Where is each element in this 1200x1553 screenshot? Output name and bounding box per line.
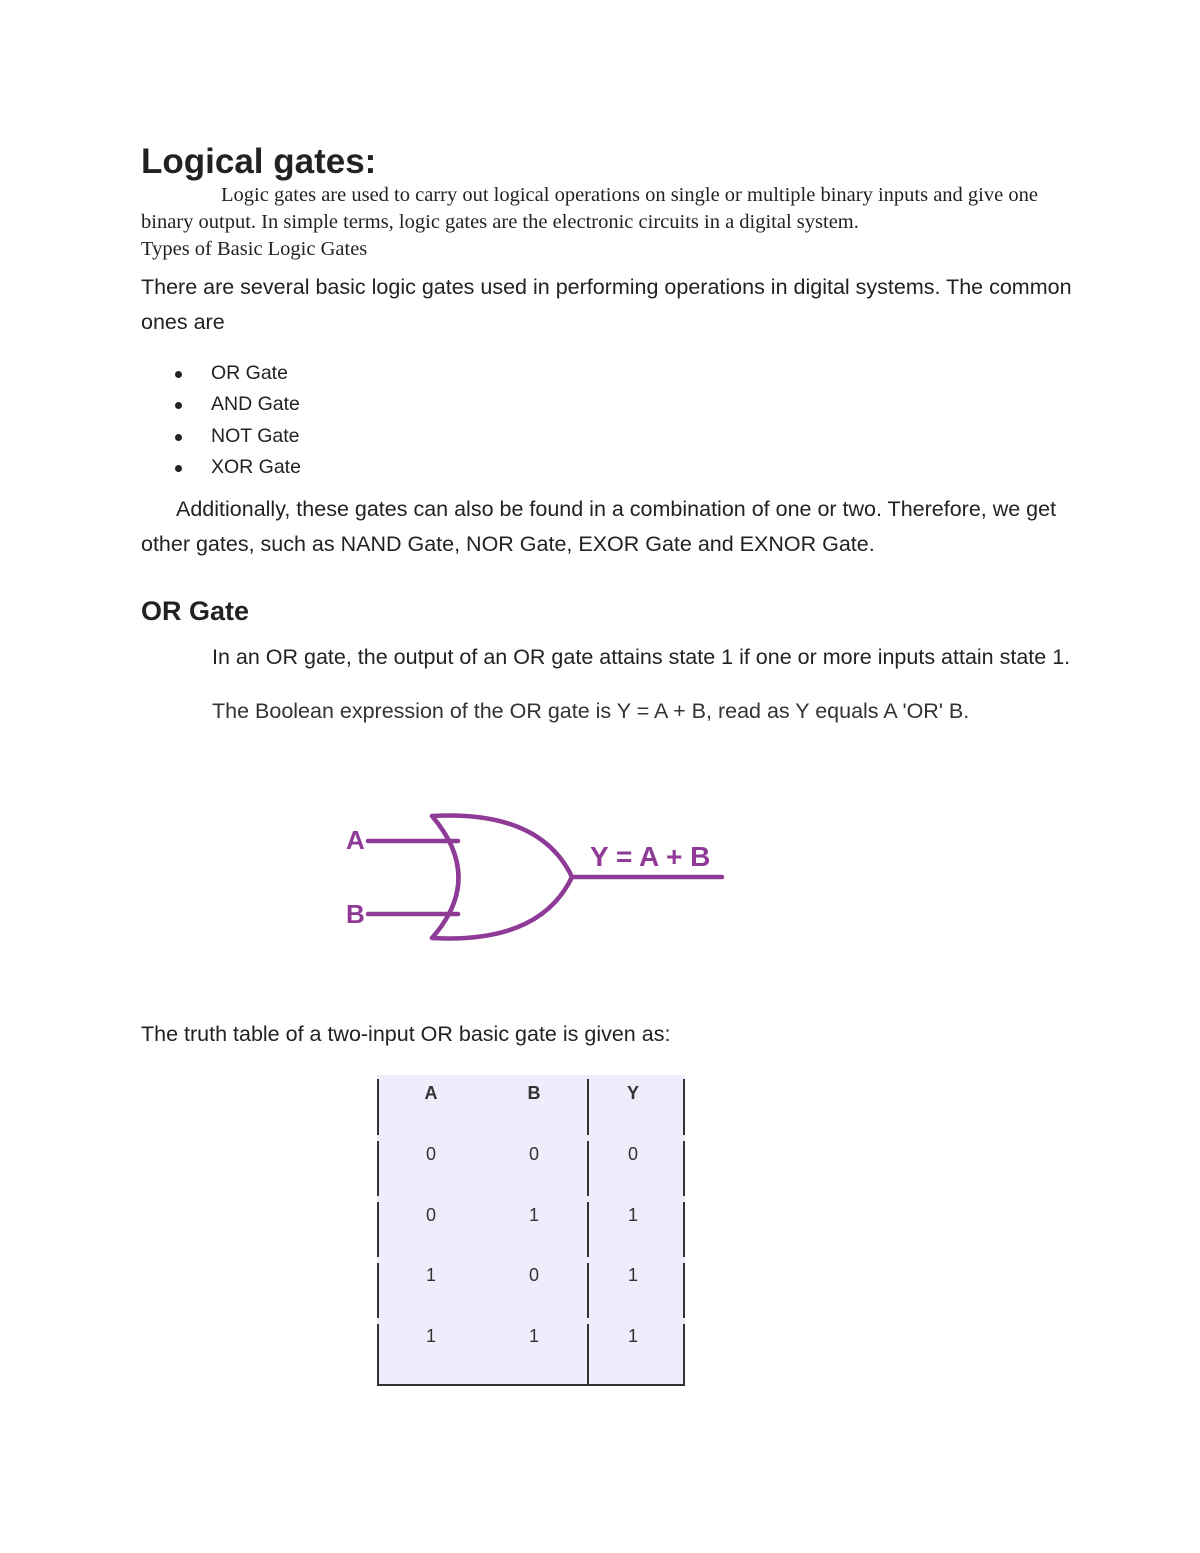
list-item-label: AND Gate — [211, 393, 300, 416]
list-item-label: OR Gate — [211, 362, 288, 384]
table-border — [377, 1324, 379, 1384]
table-border — [683, 1079, 685, 1135]
table-cell: 1 — [627, 1326, 638, 1346]
table-border — [587, 1324, 589, 1384]
table-cell: 1 — [627, 1265, 638, 1285]
table-cell: 0 — [627, 1144, 638, 1164]
list-item-label: NOT Gate — [211, 424, 300, 447]
table-cell: 0 — [528, 1144, 539, 1164]
table-border — [683, 1141, 685, 1196]
or-gate-expression: The Boolean expression of the OR gate is Y = A + B, read as Y equals A 'OR' B. — [212, 699, 970, 723]
list-item — [141, 389, 301, 420]
gate-list — [141, 358, 301, 483]
table-cell: 1 — [528, 1326, 539, 1346]
truth-table — [377, 1075, 685, 1386]
list-item-label: XOR Gate — [211, 455, 301, 478]
table-border — [683, 1202, 685, 1257]
table-cell: 1 — [627, 1205, 638, 1225]
table-border — [587, 1141, 589, 1196]
table-border — [377, 1141, 379, 1196]
table-cell: 1 — [425, 1265, 436, 1285]
or-gate-back-curve — [432, 816, 459, 938]
table-border — [377, 1263, 379, 1318]
list-item — [141, 452, 301, 483]
bullet-icon — [175, 465, 182, 472]
table-border — [683, 1324, 685, 1384]
table-border — [587, 1263, 589, 1318]
table-border — [377, 1079, 379, 1135]
table-header-b: B — [527, 1083, 541, 1103]
list-item — [141, 358, 301, 389]
list-item — [141, 421, 301, 452]
page-title: Logical gates: — [141, 142, 377, 181]
table-border — [587, 1202, 589, 1257]
or-gate-diagram — [330, 800, 750, 960]
types-line: Types of Basic Logic Gates — [141, 238, 368, 260]
truth-table-intro: The truth table of a two-input OR basic gate is given as: — [141, 1022, 671, 1046]
input-b-label: B — [346, 899, 365, 929]
several-gates-paragraph: There are several basic logic gates used in performing operations in digital systems. The common ones are — [141, 275, 1072, 334]
table-border — [587, 1079, 589, 1135]
additionally-paragraph: Additionally, these gates can also be found in a combination of one or two. Therefore, we get other gates, such as NAND Gate, NOR Gate, EXOR Gate and EXNOR Gate. — [141, 497, 1057, 556]
table-cell: 0 — [528, 1265, 539, 1285]
table-border — [683, 1263, 685, 1318]
table-cell: 0 — [425, 1205, 436, 1225]
bullet-icon — [175, 371, 182, 378]
bullet-icon — [175, 434, 182, 441]
intro-paragraph — [141, 182, 1081, 236]
table-header-y: Y — [626, 1083, 639, 1103]
table-header-a: A — [424, 1083, 438, 1103]
table-cell: 1 — [528, 1205, 539, 1225]
or-gate-description: In an OR gate, the output of an OR gate attains state 1 if one or more inputs attain state 1. — [212, 645, 1071, 669]
table-border — [377, 1202, 379, 1257]
or-gate-heading: OR Gate — [141, 596, 250, 626]
table-cell: 0 — [425, 1144, 436, 1164]
table-cell: 1 — [425, 1326, 436, 1346]
input-a-label: A — [346, 825, 365, 855]
bullet-icon — [175, 402, 182, 409]
output-label: Y = A + B — [590, 841, 711, 872]
intro-text: Logic gates are used to carry out logical operations on single or multiple binary inputs and give one binary output. In simple terms, logic gates are the electronic circuits in a digital system. — [141, 184, 1038, 233]
